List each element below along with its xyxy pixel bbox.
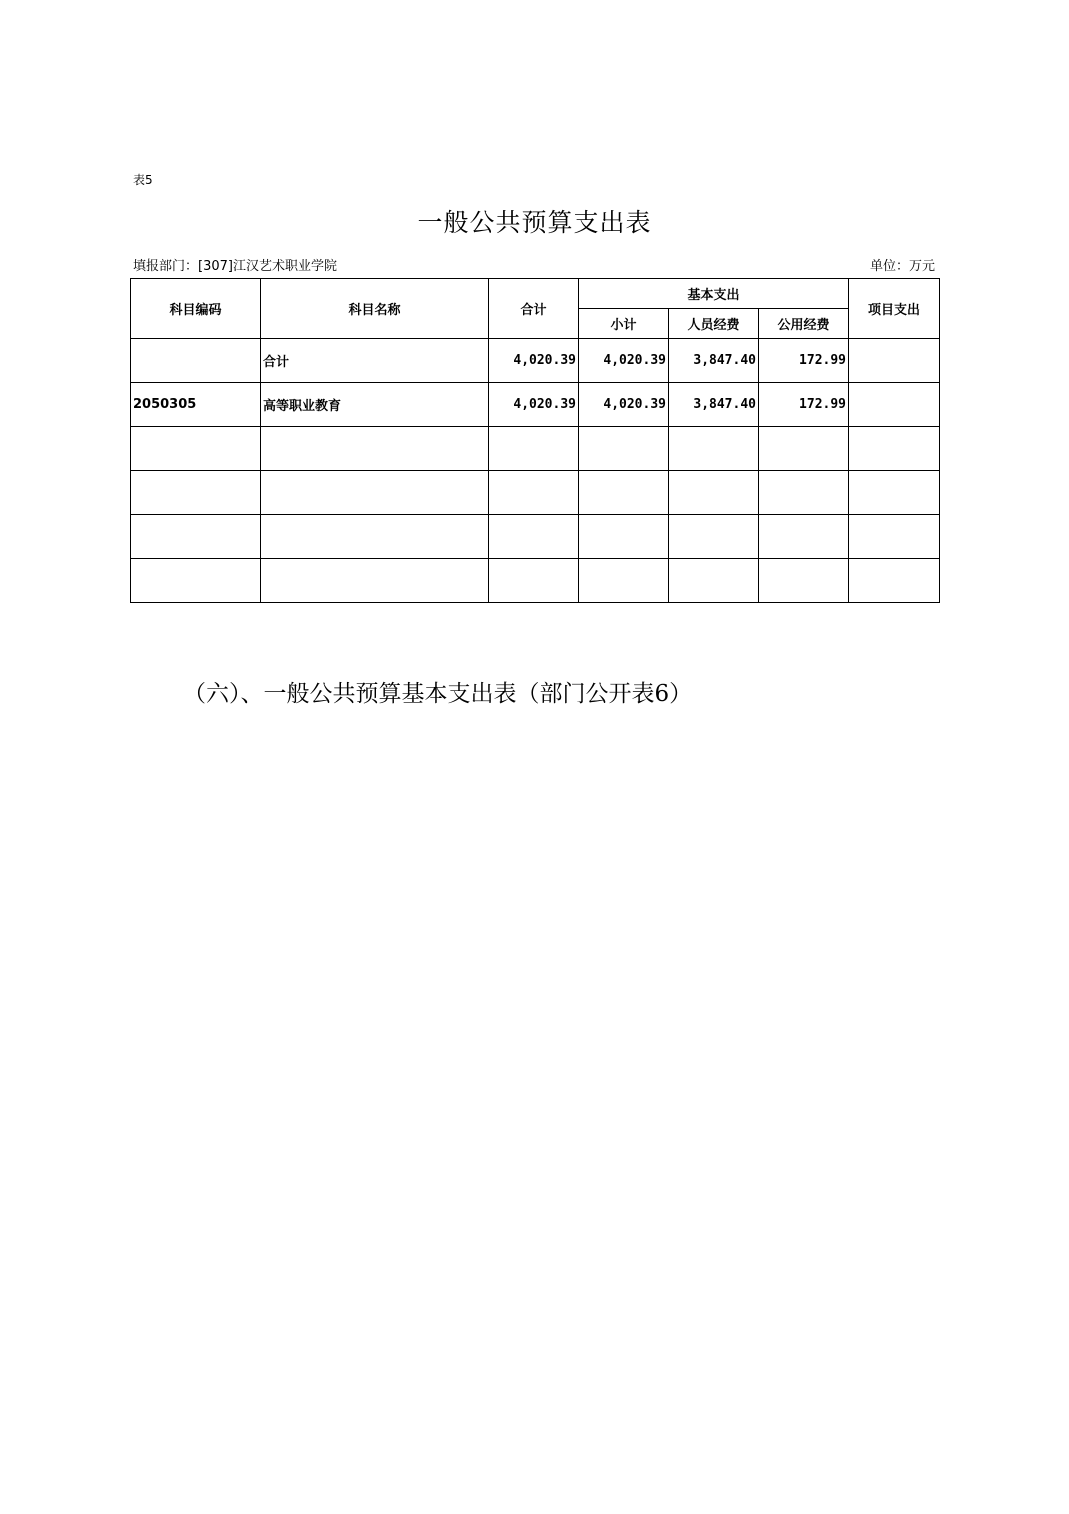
cell-name: 合计 bbox=[261, 339, 489, 383]
cell-code bbox=[131, 559, 261, 603]
cell-personnel bbox=[669, 427, 759, 471]
cell-total bbox=[489, 515, 579, 559]
header-basic-expenditure: 基本支出 bbox=[579, 279, 849, 309]
table-row bbox=[131, 339, 940, 383]
cell-name bbox=[261, 471, 489, 515]
cell-public bbox=[759, 427, 849, 471]
header-public: 公用经费 bbox=[759, 309, 849, 339]
cell-public: 172.99 bbox=[759, 383, 849, 427]
cell-public: 172.99 bbox=[759, 339, 849, 383]
reporting-department: 填报部门：[307]江汉艺术职业学院 bbox=[133, 259, 337, 274]
cell-public bbox=[759, 559, 849, 603]
cell-total bbox=[489, 427, 579, 471]
cell-name bbox=[261, 427, 489, 471]
header-subtotal: 小计 bbox=[579, 309, 669, 339]
cell-personnel bbox=[669, 515, 759, 559]
header-code: 科目编码 bbox=[131, 279, 261, 339]
unit-label: 单位：万元 bbox=[869, 259, 935, 274]
cell-total: 4,020.39 bbox=[489, 383, 579, 427]
cell-code bbox=[131, 339, 261, 383]
cell-project bbox=[849, 383, 940, 427]
cell-project bbox=[849, 339, 940, 383]
cell-subtotal bbox=[579, 559, 669, 603]
cell-personnel: 3,847.40 bbox=[669, 383, 759, 427]
cell-project bbox=[849, 427, 940, 471]
table-row bbox=[131, 515, 940, 559]
cell-project bbox=[849, 471, 940, 515]
cell-personnel bbox=[669, 471, 759, 515]
table-body bbox=[131, 339, 940, 603]
cell-name bbox=[261, 515, 489, 559]
cell-public bbox=[759, 471, 849, 515]
table-row bbox=[131, 559, 940, 603]
budget-table bbox=[130, 278, 940, 603]
table-row bbox=[131, 383, 940, 427]
cell-project bbox=[849, 515, 940, 559]
cell-subtotal bbox=[579, 427, 669, 471]
cell-subtotal: 4,020.39 bbox=[579, 383, 669, 427]
cell-code bbox=[131, 471, 261, 515]
cell-project bbox=[849, 559, 940, 603]
cell-code bbox=[131, 515, 261, 559]
header-name: 科目名称 bbox=[261, 279, 489, 339]
table-row bbox=[131, 427, 940, 471]
page-title: 一般公共预算支出表 bbox=[417, 208, 652, 237]
cell-personnel: 3,847.40 bbox=[669, 339, 759, 383]
cell-total: 4,020.39 bbox=[489, 339, 579, 383]
section-heading: （六）、一般公共预算基本支出表（部门公开表6） bbox=[183, 681, 693, 707]
cell-code: 2050305 bbox=[131, 383, 261, 427]
cell-total bbox=[489, 471, 579, 515]
cell-public bbox=[759, 515, 849, 559]
cell-name bbox=[261, 559, 489, 603]
cell-subtotal: 4,020.39 bbox=[579, 339, 669, 383]
header-project-expenditure: 项目支出 bbox=[849, 279, 940, 339]
cell-code bbox=[131, 427, 261, 471]
cell-subtotal bbox=[579, 471, 669, 515]
header-personnel: 人员经费 bbox=[669, 309, 759, 339]
header-total: 合计 bbox=[489, 279, 579, 339]
table-number-label: 表5 bbox=[133, 173, 153, 187]
cell-total bbox=[489, 559, 579, 603]
cell-subtotal bbox=[579, 515, 669, 559]
cell-name: 高等职业教育 bbox=[261, 383, 489, 427]
table-row bbox=[131, 471, 940, 515]
cell-personnel bbox=[669, 559, 759, 603]
